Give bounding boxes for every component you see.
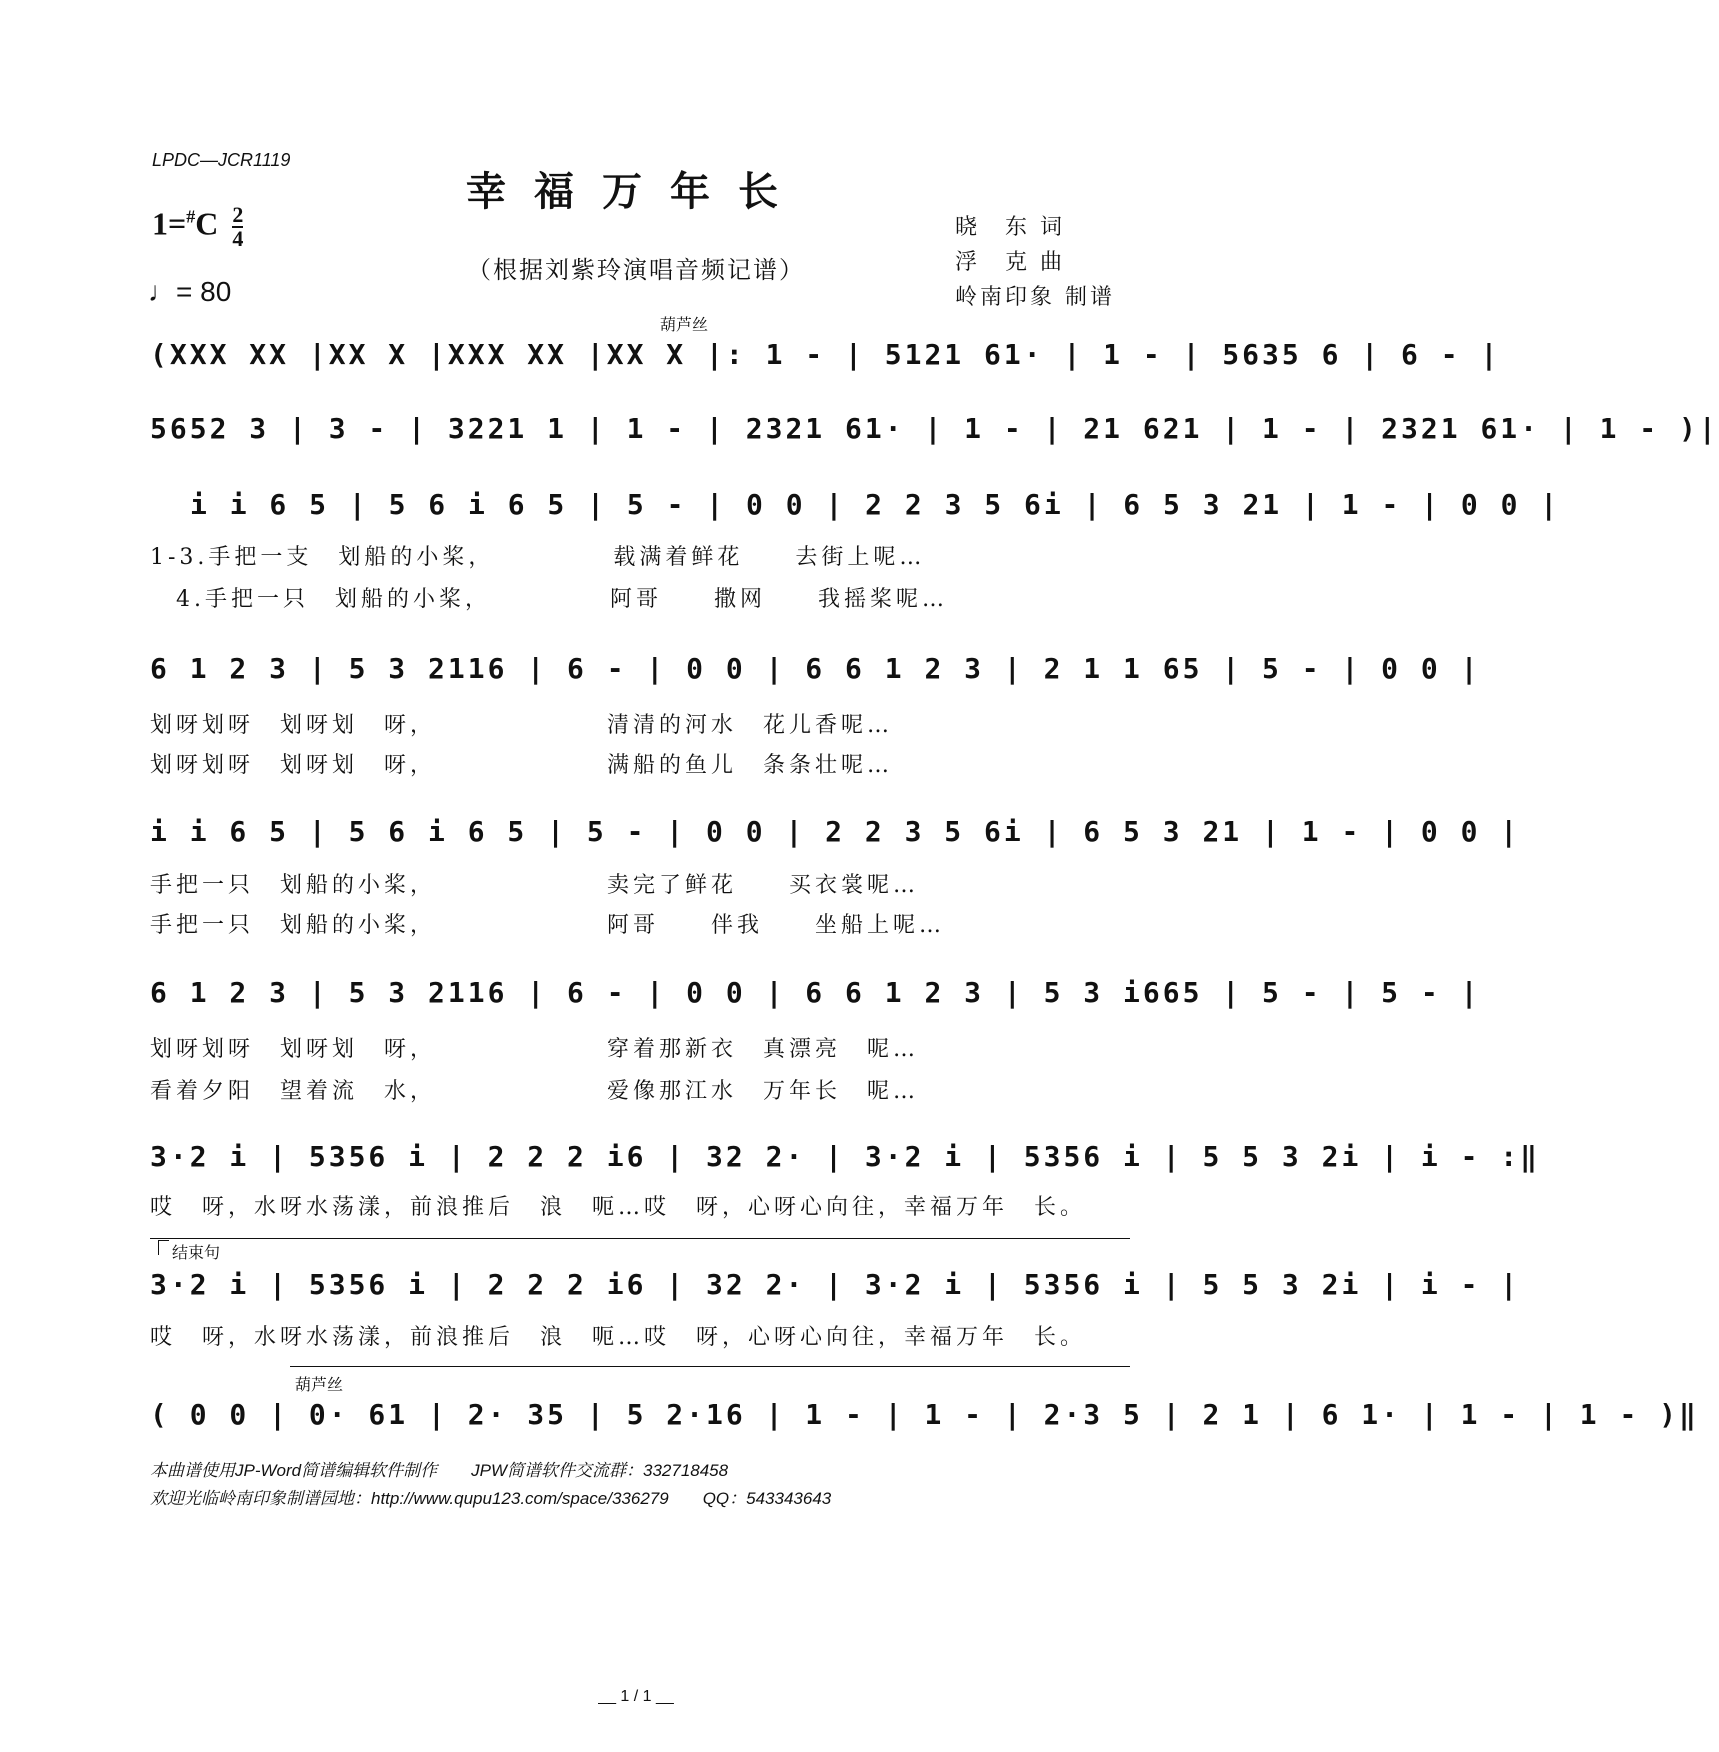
lyric-line: 划呀划呀 划呀划 呀， 清清的河水 花儿香呢… [150, 713, 894, 738]
page-number: __ 1 / 1 __ [598, 1688, 674, 1705]
score-verse-line-3: i i 6 5 | 5 6 i 6 5 | 5 - | 0 0 | 2 2 3 5 6i | 6 5 3 21 | 1 - | 0 0 | [150, 815, 1521, 848]
song-title: 幸福万年长 [466, 168, 806, 215]
hulusi-label: 葫芦丝 [295, 1377, 344, 1394]
hulusi-label: 葫芦丝 [660, 317, 709, 334]
score-intro-line-2: 5652 3 | 3 - | 3221 1 | 1 - | 2321 61· | 1 - | 21 621 | 1 - | 2321 61· | 1 - )| [150, 412, 1719, 445]
key-sharp: # [186, 206, 196, 227]
lyric-line: 手把一只 划船的小桨， 阿哥 伴我 坐船上呢… [150, 913, 946, 938]
score-intro-line-1: (XXX XX |XX X |XXX XX |XX X |: 1 - | 5121 61· | 1 - | 5635 6 | 6 - | [150, 338, 1501, 371]
score-verse-line-1: i i 6 5 | 5 6 i 6 5 | 5 - | 0 0 | 2 2 3 5 6i | 6 5 3 21 | 1 - | 0 0 | [190, 488, 1561, 521]
time-numerator: 2 [232, 202, 244, 227]
footer-website: 欢迎光临岭南印象制谱园地：http://www.qupu123.com/space/336279 QQ：543343643 [150, 1489, 832, 1508]
time-denominator: 4 [232, 226, 244, 251]
lyric-line: 4.手把一只 划船的小桨， 阿哥 撒网 我摇桨呢… [150, 587, 948, 612]
lyric-ending: 哎 呀，水呀水荡漾，前浪推后 浪 呃…哎 呀，心呀心向往，幸福万年 长。 [150, 1325, 1087, 1350]
lyric-line: 手把一只 划船的小桨， 卖完了鲜花 买衣裳呢… [150, 873, 920, 898]
time-signature [232, 204, 243, 250]
key-signature [152, 204, 243, 250]
tempo-marking: ♩= 80 [148, 276, 232, 307]
score-outro-line: ( 0 0 | 0· 61 | 2· 35 | 5 2·16 | 1 - | 1 - | 2·3 5 | 2 1 | 6 1· | 1 - | 1 - )‖ [150, 1398, 1699, 1431]
lyric-line: 看着夕阳 望着流 水， 爱像那江水 万年长 呢… [150, 1079, 920, 1104]
lyric-line: 1-3.手把一支 划船的小桨， 载满着鲜花 去街上呢… [150, 545, 926, 570]
outro-bracket-line [290, 1366, 1130, 1367]
lyric-line: 划呀划呀 划呀划 呀， 满船的鱼儿 条条壮呢… [150, 753, 894, 778]
score-verse-line-4: 6 1 2 3 | 5 3 2116 | 6 - | 0 0 | 6 6 1 2 3 | 5 3 i665 | 5 - | 5 - | [150, 976, 1481, 1009]
lyricist: 晓 东 词 [955, 215, 1065, 240]
footer-software: 本曲谱使用JP-Word简谱编辑软件制作 JPW简谱软件交流群：332718458 [150, 1461, 729, 1480]
arranger: 岭南印象 制谱 [955, 285, 1115, 310]
score-ending-line: 3·2 i | 5356 i | 2 2 2 i6 | 32 2· | 3·2 i | 5356 i | 5 5 3 2i | i - | [150, 1268, 1521, 1301]
lyric-line: 划呀划呀 划呀划 呀， 穿着那新衣 真漂亮 呢… [150, 1037, 920, 1062]
composer: 浮 克 曲 [955, 250, 1065, 275]
score-code: LPDC—JCR1119 [152, 150, 291, 170]
key-prefix: 1= [152, 205, 187, 242]
ending-bracket [158, 1240, 169, 1255]
ending-bracket-line [150, 1238, 1130, 1239]
score-verse-line-2: 6 1 2 3 | 5 3 2116 | 6 - | 0 0 | 6 6 1 2 3 | 2 1 1 65 | 5 - | 0 0 | [150, 652, 1481, 685]
song-subtitle: （根据刘紫玲演唱音频记谱） [467, 256, 805, 284]
ending-label: 结束句 [172, 1245, 221, 1262]
lyric-chorus: 哎 呀，水呀水荡漾，前浪推后 浪 呃…哎 呀，心呀心向往，幸福万年 长。 [150, 1195, 1087, 1220]
key-note: C [195, 205, 219, 242]
score-chorus-line: 3·2 i | 5356 i | 2 2 2 i6 | 32 2· | 3·2 i | 5356 i | 5 5 3 2i | i - :‖ [150, 1140, 1541, 1173]
credits [955, 210, 1115, 315]
